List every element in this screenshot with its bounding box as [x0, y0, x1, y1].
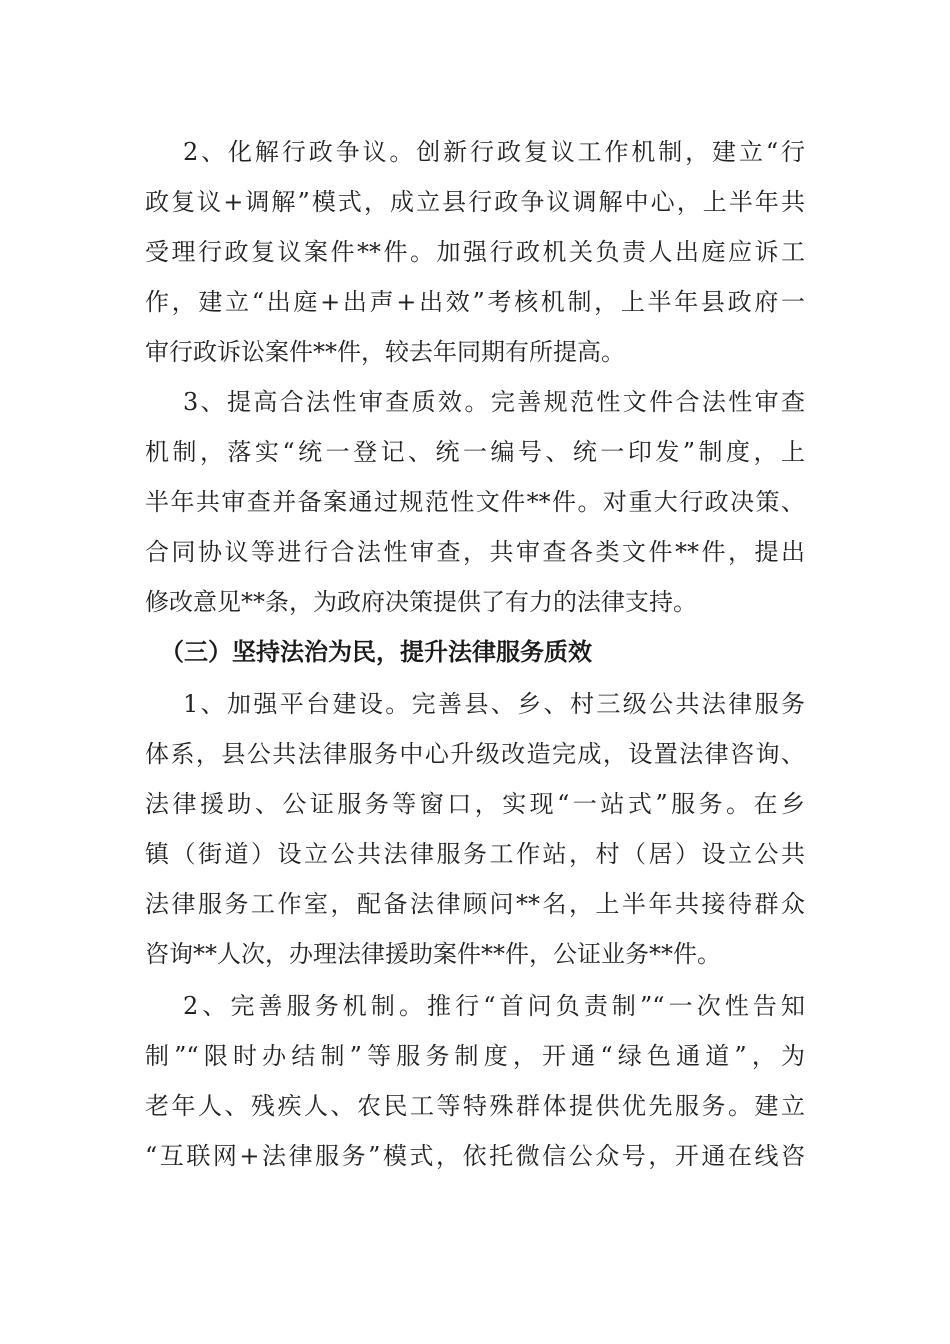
- paragraph-3-line-3: 半年共审查并备案通过规范性文件**件。对重大行政决策、: [145, 488, 805, 516]
- paragraph-2-line-2: 政复议+调解”模式，成立县行政争议调解中心，上半年共: [145, 188, 805, 216]
- paragraph-s1-line-3: 法律援助、公证服务等窗口，实现“一站式”服务。在乡: [145, 790, 805, 818]
- paragraph-s2-line-2: 制”“限时办结制”等服务制度，开通“绿色通道”，为: [145, 1042, 805, 1070]
- paragraph-s2-line-3: 老年人、残疾人、农民工等特殊群体提供优先服务。建立: [145, 1092, 805, 1120]
- paragraph-s1-line-2: 体系，县公共法律服务中心升级改造完成，设置法律咨询、: [145, 740, 805, 768]
- paragraph-2-line-4: 作，建立“出庭+出声+出效”考核机制，上半年县政府一: [145, 288, 805, 316]
- paragraph-2-line-3: 受理行政复议案件**件。加强行政机关负责人出庭应诉工: [145, 238, 805, 266]
- paragraph-s2-line-4: “互联网+法律服务”模式，依托微信公众号，开通在线咨: [145, 1142, 805, 1170]
- paragraph-2-line-5: 审行政诉讼案件**件，较去年同期有所提高。: [145, 338, 625, 366]
- section-heading: （三）坚持法治为民，提升法律服务质效: [160, 638, 592, 666]
- paragraph-3-line-4: 合同协议等进行合法性审查，共审查各类文件**件，提出: [145, 538, 805, 566]
- paragraph-s1-line-4: 镇（街道）设立公共法律服务工作站，村（居）设立公共: [145, 840, 805, 868]
- paragraph-s1-line-6: 咨询**人次，办理法律援助案件**件，公证业务**件。: [145, 940, 721, 968]
- paragraph-3-line-2: 机制，落实“统一登记、统一编号、统一印发”制度，上: [145, 438, 805, 466]
- paragraph-s1-line-5: 法律服务工作室，配备法律顾问**名，上半年共接待群众: [145, 890, 805, 918]
- paragraph-3-line-5: 修改意见**条，为政府决策提供了有力的法律支持。: [145, 588, 697, 616]
- paragraph-s1-line-1: 1、加强平台建设。完善县、乡、村三级公共法律服务: [183, 690, 805, 718]
- paragraph-3-line-1: 3、提高合法性审查质效。完善规范性文件合法性审查: [183, 388, 805, 416]
- paragraph-2-line-1: 2、化解行政争议。创新行政复议工作机制，建立“行: [183, 138, 805, 166]
- paragraph-s2-line-1: 2、完善服务机制。推行“首问负责制”“一次性告知: [183, 992, 805, 1020]
